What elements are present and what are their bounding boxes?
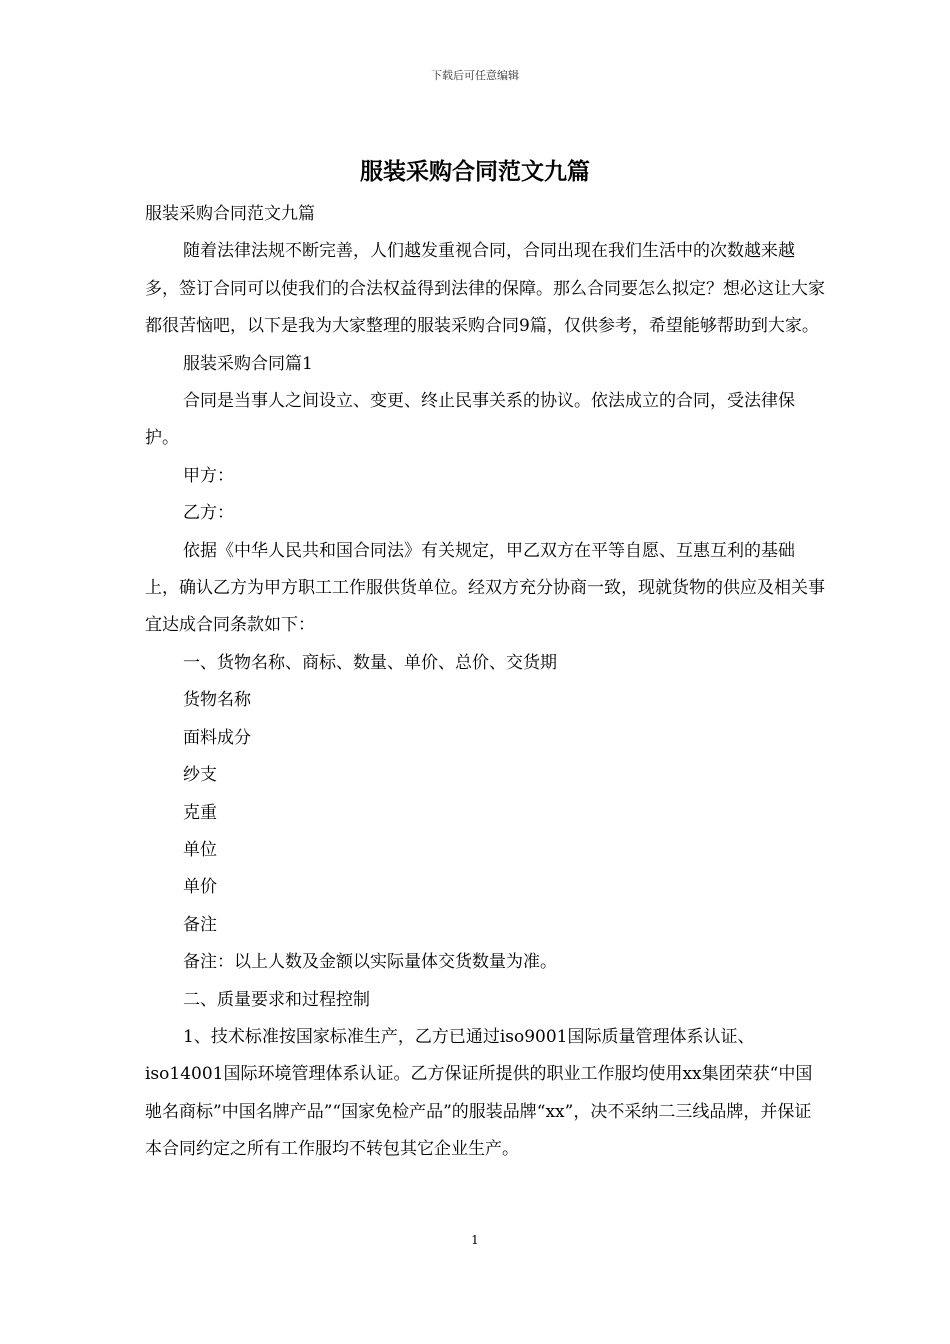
list-item: 纱支 [183,765,217,786]
section-heading: 服装采购合同篇1 [183,353,313,374]
party-b-line: 乙方： [183,503,234,524]
page-number: 1 [471,1233,479,1247]
body-paragraph: 依据《中华人民共和国合同法》有关规定，甲乙双方在平等自愿、互惠互利的基础上，确认乙方为甲方职工工作服供货单位。经双方充分协商一致，现就货物的供应及相关事宜达成合同条款如下： [145,540,825,636]
clause-heading: 二、质量要求和过程控制 [183,989,370,1010]
list-item: 单价 [183,877,217,898]
intro-paragraph: 随着法律法规不断完善，人们越发重视合同，合同出现在我们生活中的次数越来越多，签订合同可以使我们的合法权益得到法律的保障。那么合同要怎么拟定？想必这让大家都很苦恼吧，以下是我为大家整理的服装采购合同9篇，仅供参考，希望能够帮助到大家。 [145,241,825,337]
list-item: 备注 [183,914,217,935]
document-body [145,196,825,1169]
list-item: 单位 [183,839,217,860]
note-paragraph: 备注：以上人数及金额以实际量体交货数量为准。 [183,952,557,973]
list-item: 货物名称 [183,690,251,711]
subtitle-paragraph: 服装采购合同范文九篇 [145,204,315,224]
list-item: 克重 [183,802,217,823]
list-item: 面料成分 [183,727,251,748]
body-paragraph: 1、技术标准按国家标准生产，乙方已通过iso9001国际质量管理体系认证、iso14001国际环境管理体系认证。乙方保证所提供的职业工作服均使用xx集团荣获“中国驰名商标”中国名牌产品”“国家免检产品”的服装品牌“xx”，决不采纳二三线品牌，并保证本合同约定之所有工作服均不转包其它企业生产。 [145,1026,813,1160]
clause-heading: 一、货物名称、商标、数量、单价、总价、交货期 [183,652,557,673]
page-header: 下载后可任意编辑 [431,69,519,82]
party-a-line: 甲方： [183,465,234,486]
document-title: 服装采购合同范文九篇 [360,158,590,185]
body-paragraph: 合同是当事人之间设立、变更、终止民事关系的协议。依法成立的合同，受法律保护。 [145,391,795,449]
